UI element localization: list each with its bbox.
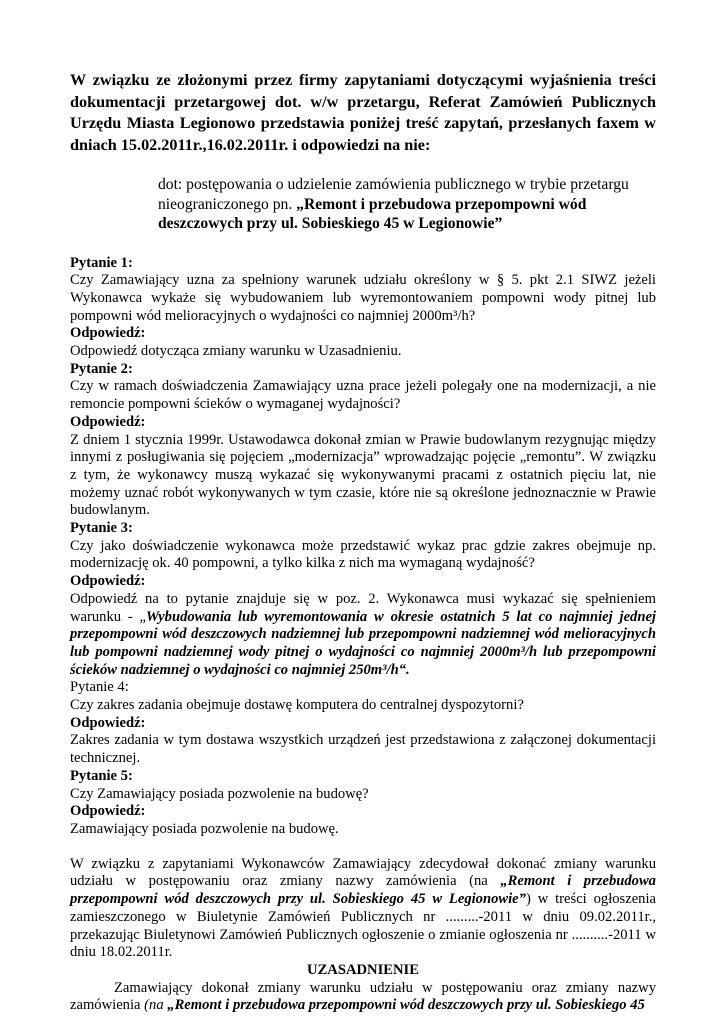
question-2-label: Pytanie 2: [70,360,133,377]
answer-2-label: Odpowiedź: [70,413,146,430]
answer-5-label: Odpowiedź: [70,803,146,820]
change-notice-new-title: „Remont i przebudowa przepompowni wód deszczowych przy ul. Sobieskiego 45 w Legionowie” [70,873,656,908]
question-5-label: Pytanie 5: [70,767,133,784]
subject-line [158,175,656,234]
justification-title: „Remont i przebudowa przepompowni wód deszczowych przy ul. Sobieskiego 45 [167,997,645,1014]
change-notice-paragraph [70,856,656,962]
answer-4-text: Zakres zadania w tym dostawa wszystkich urządzeń jest przedstawiona z załączonej dokumentacji technicznej. [70,732,656,767]
justification-text-b: (na [144,997,168,1014]
answer-3-condition: Wybudowania lub wyremontowania w okresie ostatnich 5 lat co najmniej jednej przepompowni wód deszczowych nadziemnej lub przepompowni nadziemnej wód melioracyjnych lub pompowni nadziemnej wody pitnej o wydajności co najmniej 2000m³/h lub przepompowni ścieków nadziemnej o wydajności co najmniej 250m³/h“. [70,608,656,678]
questions-answers [70,255,656,839]
intro-paragraph: W związku ze złożonymi przez firmy zapytaniami dotyczącymi wyjaśnienia treści dokumentacji przetargowej dot. w/w przetargu, Referat Zamówień Publicznych Urzędu Miasta Legionowo przedstawia poniżej treść zapytań, przesłanych faxem w dniach 15.02.2011r.,16.02.2011r. i odpowiedzi na nie: [70,71,656,154]
change-notice-text-c: ) w treści ogłoszenia zamieszczonego w Biuletynie Zamówień Publicznych nr .........-2011 w dniu 09.02.2011r., przekazując Biuletynowi Zamówień Publicznych ogłoszenie o zmianie ogłoszenia nr ..........-2011 w dniu 18.02.2011r. [70,891,657,961]
answer-3-plain: Odpowiedź na to pytanie znajduje się w poz. 2. Wykonawca musi wykazać się spełnieniem warunku - „ [70,590,656,625]
question-4-label: Pytanie 4: [70,679,129,696]
change-notice-text-a: W związku z zapytaniami Wykonawców Zamawiający zdecydował dokonać zmiany warunku udziału w postępowaniu oraz zmiany nazwy zamówienia (na [70,855,656,890]
answer-5-text: Zamawiający posiada pozwolenie na budowę. [70,821,339,837]
answer-3-label: Odpowiedź: [70,573,146,590]
question-5-text: Czy Zamawiający posiada pozwolenie na budowę? [70,785,369,802]
justification-paragraph [70,980,656,1015]
answer-3-text [70,591,656,680]
subject-title: „Remont i przebudowa przepompowni wód deszczowych przy ul. Sobieskiego 45 w Legionowie” [158,195,587,232]
justification-heading: UZASADNIENIE [307,961,419,978]
answer-1-text: Odpowiedź dotycząca zmiany warunku w Uzasadnieniu. [70,343,402,360]
question-3-text: Czy jako doświadczenie wykonawca może przedstawić wykaz prac gdzie zakres obejmuje np. modernizację ok. 40 pompowni, a tylko kilka z nich ma wymaganą wydajność? [70,537,656,572]
answer-1-label: Odpowiedź: [70,325,146,342]
document-page [70,70,656,1015]
question-4-text: Czy zakres zadania obejmuje dostawę komputera do centralnej dyspozytorni? [70,697,524,714]
question-2-text: Czy w ramach doświadczenia Zamawiający uzna prace jeżeli polegały one na modernizacji, a nie remoncie pompowni ścieków o wymaganej wydajności? [70,378,656,413]
answer-4-label: Odpowiedź: [70,714,146,731]
closing-section [70,856,656,1015]
question-3-label: Pytanie 3: [70,520,133,537]
subject-prefix: dot: postępowania o udzielenie zamówienia publicznego w trybie przetargu nieograniczonego pn. [158,176,629,213]
justification-text-a: Zamawiający dokonał zmiany warunku udziału w postępowaniu oraz zmiany nazwy zamówienia [70,979,656,1014]
question-1-text: Czy Zamawiający uzna za spełniony warunek udziału określony w § 5. pkt 2.1 SIWZ jeżeli Wykonawca wykaże się wybudowaniem lub wyremontowaniem pompowni wody pitnej lub pompowni wód melioracyjnych o wydajności co najmniej 2000m³/h? [70,272,656,324]
answer-2-text: Z dniem 1 stycznia 1999r. Ustawodawca dokonał zmian w Prawie budowlanym rezygnując między innymi z posługiwania się pojęciem „modernizacja” wprowadzając pojęcie „remontu”. W związku z tym, że wykonawcy muszą wykazać się wykonywanymi pracami z ostatnich pięciu lat, nie możemy uznać robót wykonywanych w tym czasie, które nie są określone jednoznacznie w Prawie budowlanym. [70,431,656,519]
question-1-label: Pytanie 1: [70,254,133,271]
